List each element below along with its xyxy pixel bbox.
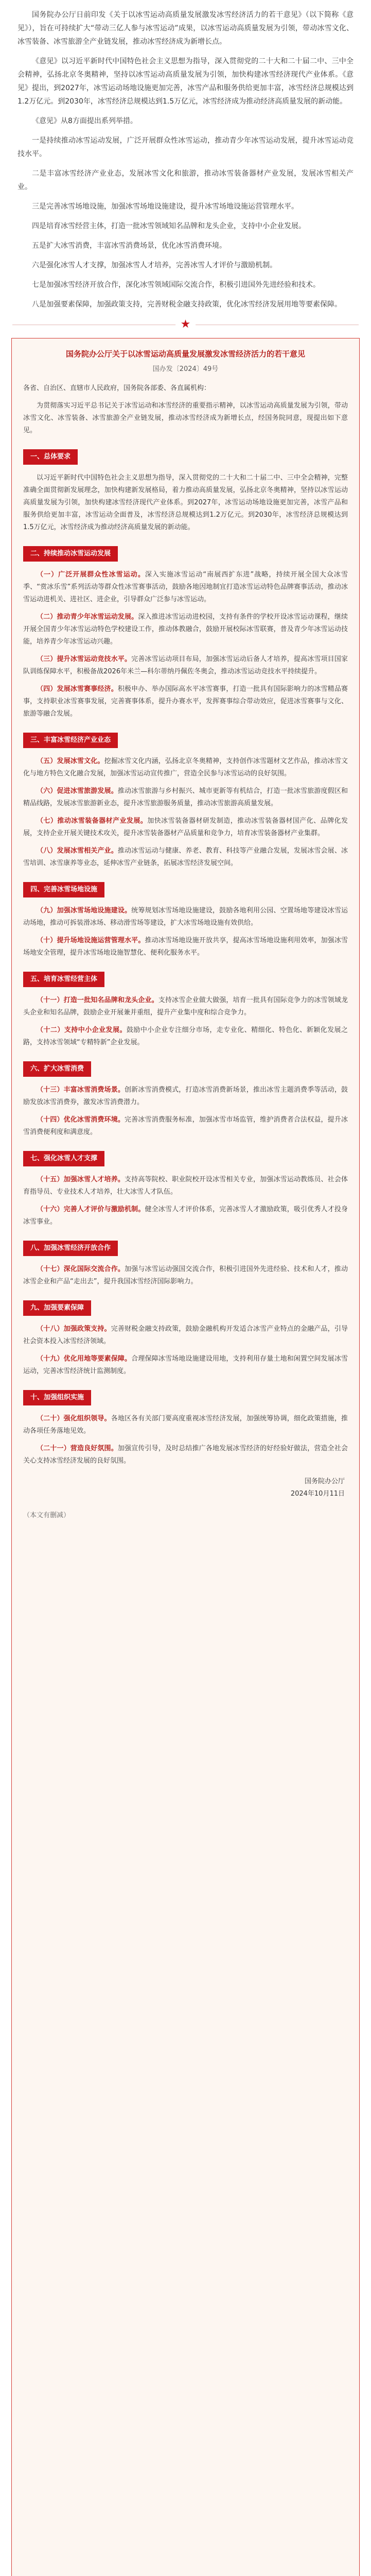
item-title: （二）推动青少年冰雪运动发展。 bbox=[37, 613, 138, 621]
item-title: （三）提升冰雪运动竞技水平。 bbox=[37, 655, 132, 663]
signature-block bbox=[23, 1476, 345, 1500]
list-item bbox=[23, 785, 348, 810]
intro-paragraph: 八是加强要素保障，加强政策支持，完善财税金融支持政策，优化冰雪经济发展用地等要素保障。 bbox=[32, 300, 342, 309]
item-body: 完善财税金融支持政策，鼓励金融机构开发适合冰雪产业特点的金融产品，引导社会资本投入冰雪经济领域。 bbox=[23, 1325, 348, 1345]
item-title: （五）发展冰雪文化。 bbox=[37, 757, 104, 765]
item-title: （十七）深化国际交流合作。 bbox=[37, 1265, 125, 1273]
item-title: （十）提升场地设施运营管理水平。 bbox=[37, 937, 145, 944]
list-item bbox=[23, 1353, 348, 1378]
list-item bbox=[23, 1084, 348, 1109]
item-body: 推动冰雪运动与健康、养老、教育、科技等产业融合发展，发展冰雪会展、冰雪培训、冰雪康养等业态，延伸冰雪产业链条，拓展冰雪经济发展空间。 bbox=[23, 847, 348, 867]
item-body: 支持冰雪企业做大做强，培育一批具有国际竞争力的冰雪领域龙头企业和知名品牌，鼓励企业开展兼并重组，提升产业集中度和综合竞争力。 bbox=[23, 996, 348, 1016]
section-heading: 三、丰富冰雪经济产业业态 bbox=[23, 733, 118, 748]
list-item bbox=[23, 905, 348, 929]
signer: 国务院办公厅 bbox=[304, 1478, 345, 1485]
list-item bbox=[23, 683, 348, 720]
item-title: （四）发展冰雪赛事经济。 bbox=[37, 685, 118, 693]
intro-paragraph: 六是强化冰雪人才支撑，加强冰雪人才培养，完善冰雪人才评价与激励机制。 bbox=[32, 261, 277, 269]
item-title: （十四）优化冰雪消费环境。 bbox=[37, 1116, 125, 1124]
list-item bbox=[23, 1323, 348, 1348]
section-heading: 二、持续推动冰雪运动发展 bbox=[23, 546, 118, 562]
list-item bbox=[23, 845, 348, 870]
item-body: 挖掘冰雪文化内涵，弘扬北京冬奥精神，支持创作冰雪题材文艺作品，推动冰雪文化与地方特色文化融合发展，加强冰雪运动宣传推广，营造全民参与冰雪运动的良好氛围。 bbox=[23, 757, 348, 777]
item-body: 推动冰雪旅游与乡村振兴、城市更新等有机结合，打造一批冰雪旅游度假区和精品线路，发展冰雪旅游新业态，提升冰雪旅游服务质量，推动冰雪旅游高质量发展。 bbox=[23, 787, 348, 807]
section-heading: 七、强化冰雪人才支撑 bbox=[23, 1151, 104, 1166]
item-title: （十三）丰富冰雪消费场景。 bbox=[37, 1086, 125, 1094]
item-title: （六）促进冰雪旅游发展。 bbox=[37, 787, 118, 795]
item-body: 支持高等院校、职业院校开设冰雪相关专业，加强冰雪运动教练员、社会体育指导员、专业技术人才培养，壮大冰雪人才队伍。 bbox=[23, 1176, 348, 1196]
intro-paragraph: 四是培育冰雪经营主体，打造一批冰雪领域知名品牌和龙头企业，支持中小企业发展。 bbox=[32, 222, 306, 230]
list-item bbox=[23, 1263, 348, 1288]
section-heading: 一、总体要求 bbox=[23, 449, 78, 465]
item-title: （十八）加强政策支持。 bbox=[37, 1325, 111, 1333]
list-item bbox=[23, 569, 348, 606]
item-body: 鼓励中小企业专注细分市场，走专业化、精细化、特色化、新颖化发展之路，支持冰雪领域“专精特新”企业发展。 bbox=[23, 1026, 348, 1046]
notice-box bbox=[11, 338, 360, 2576]
intro-paragraph: 三是完善冰雪场地设施，加强冰雪场地设施建设，提升冰雪场地设施运营管理水平。 bbox=[32, 202, 298, 211]
list-item bbox=[23, 935, 348, 959]
issue-date: 2024年10月11日 bbox=[290, 1490, 345, 1498]
section-heading: 五、培育冰雪经营主体 bbox=[23, 972, 104, 987]
list-item bbox=[23, 815, 348, 840]
item-title: （十五）加强冰雪人才培养。 bbox=[37, 1176, 125, 1183]
notice-title: 国务院办公厅关于以冰雪运动高质量发展激发冰雪经济活力的若干意见 bbox=[65, 349, 305, 359]
item-body: 完善冰雪消费服务标准，加强冰雪市场监管，维护消费者合法权益，提升冰雪消费便利度和满意度。 bbox=[23, 1116, 348, 1136]
section-heading: 八、加强冰雪经济开放合作 bbox=[23, 1241, 118, 1256]
item-body: 健全冰雪人才评价体系，完善冰雪人才激励政策，吸引优秀人才投身冰雪事业。 bbox=[23, 1206, 348, 1226]
section-heading: 十、加强组织实施 bbox=[23, 1390, 91, 1405]
intro-paragraph: 七是加强冰雪经济开放合作，深化冰雪领域国际交流合作，积极引进国外先进经验和技术。 bbox=[32, 281, 320, 289]
list-item bbox=[23, 611, 348, 648]
item-title: （一）广泛开展群众性冰雪运动。 bbox=[37, 571, 145, 579]
item-title: （二十一）营造良好氛围。 bbox=[37, 1445, 118, 1452]
item-body: 推动冰雪场地设施开放共享，提高冰雪场地设施利用效率，加强冰雪场地安全管理，提升冰雪场地设施智慧化、便利化服务水平。 bbox=[23, 937, 348, 957]
item-body: 加强与冰雪运动强国交流合作，积极引进国外先进经验、技术和人才，推动冰雪企业和产品“走出去”，提升我国冰雪经济国际影响力。 bbox=[23, 1265, 348, 1285]
section-heading: 九、加强要素保障 bbox=[23, 1300, 91, 1316]
intro-paragraph: 一是持续推动冰雪运动发展，广泛开展群众性冰雪运动，推动青少年冰雪运动发展，提升冰雪运动竞技水平。 bbox=[17, 137, 354, 158]
item-title: （十二）支持中小企业发展。 bbox=[37, 1026, 127, 1034]
intro-paragraph: 五是扩大冰雪消费，丰富冰雪消费场景，优化冰雪消费环境。 bbox=[32, 242, 226, 250]
section-heading: 四、完善冰雪场地设施 bbox=[23, 882, 104, 897]
item-title: （八）发展冰雪相关产业。 bbox=[37, 847, 118, 855]
list-item bbox=[23, 1413, 348, 1437]
list-item bbox=[23, 1204, 348, 1228]
item-body: 深入实施冰雪运动“南展西扩东进”战略，持续开展全国大众冰雪季、“赏冰乐雪”系列活动等群众性冰雪赛事活动，鼓励各地因地制宜打造冰雪运动特色品牌赛事活动，推动冰雪运动进机关、进社区、进企业，引导群众广泛参与冰雪运动。 bbox=[23, 571, 348, 603]
notice-body bbox=[12, 382, 359, 1522]
item-title: （七）推动冰雪装备器材产业发展。 bbox=[37, 817, 148, 825]
intro-paragraph: 国务院办公厅日前印发《关于以冰雪运动高质量发展激发冰雪经济活力的若干意见》（以下简称《意见》），旨在可持续扩大“带动三亿人参与冰雪运动”成果，以冰雪运动高质量发展为引领，带动冰雪文化、冰雪装备、冰雪旅游全产业链发展，推动冰雪经济成为新增长点。 bbox=[17, 11, 354, 46]
item-title: （九）加强冰雪场地设施建设。 bbox=[37, 907, 132, 914]
item-body: 加强宣传引导，及时总结推广各地发展冰雪经济的好经验好做法，营造全社会关心支持冰雪经济发展的良好氛围。 bbox=[23, 1445, 348, 1465]
item-body: 统筹规划冰雪场地设施建设，鼓励各地利用公园、空置场地等建设冰雪运动场地，推动可拆装滑冰场、移动滑雪场等建设，扩大冰雪场地设施有效供给。 bbox=[23, 907, 348, 927]
item-title: （十九）优化用地等要素保障。 bbox=[37, 1355, 132, 1363]
item-title: （十六）完善人才评价与激励机制。 bbox=[37, 1206, 145, 1213]
item-body: 深入推进冰雪运动进校园，支持有条件的学校开设冰雪运动课程，继续开展全国青少年冰雪运动特色学校建设工作，推动体教融合，鼓励开展校际冰雪联赛，普及青少年冰雪运动技能，培养青少年冰雪运动兴趣。 bbox=[23, 613, 348, 646]
notice-preamble: 为贯彻落实习近平总书记关于冰雪运动和冰雪经济的重要指示精神，以冰雪运动高质量发展为引领，带动冰雪文化、冰雪装备、冰雪旅游全产业链发展，推动冰雪经济成为新增长点，经国务院同意，现提出如下意见。 bbox=[23, 402, 348, 434]
item-title: （二十）强化组织领导。 bbox=[37, 1415, 111, 1422]
section-heading: 六、扩大冰雪消费 bbox=[23, 1061, 91, 1077]
notice-doc-number: 国办发〔2024〕49号 bbox=[152, 365, 219, 373]
list-item bbox=[23, 1174, 348, 1198]
section-paragraph: 以习近平新时代中国特色社会主义思想为指导，深入贯彻党的二十大和二十届二中、三中全会精神，完整准确全面贯彻新发展理念，加快构建新发展格局，着力推动高质量发展，弘扬北京冬奥精神，坚持以冰雪运动高质量发展为引领，加快构建冰雪经济现代产业体系。到2027年，冰雪运动场地设施更加完善，冰雪产品和服务供给更加丰富，冰雪运动全面普及，冰雪经济总规模达到1.2万亿元。到2030年，冰雪经济总规模达到1.5万亿元，冰雪经济成为推动经济高质量发展的新动能。 bbox=[23, 474, 348, 531]
abridged-note: （本文有删减） bbox=[23, 1512, 70, 1519]
intro-section bbox=[0, 0, 371, 311]
star-divider bbox=[12, 317, 359, 333]
intro-paragraph: 《意见》以习近平新时代中国特色社会主义思想为指导，深入贯彻党的二十大和二十届二中、三中全会精神，弘扬北京冬奥精神，坚持以冰雪运动高质量发展为引领，加快构建冰雪经济现代产业体系。《意见》提出，到2027年，冰雪运动场地设施更加完善，冰雪产品和服务供给更加丰富，冰雪经济总规模达到1.2万亿元。到2030年，冰雪经济总规模达到1.5万亿元，冰雪经济成为推动经济高质量发展的新动能。 bbox=[17, 57, 354, 106]
list-item bbox=[23, 653, 348, 678]
list-item bbox=[23, 755, 348, 780]
list-item bbox=[23, 994, 348, 1019]
item-body: 积极申办、举办国际高水平冰雪赛事，打造一批具有国际影响力的冰雪精品赛事，支持职业冰雪赛事发展，完善赛事体系，提升办赛水平，发挥赛事综合带动效应，促进冰雪赛事与文化、旅游等融合发展。 bbox=[23, 685, 348, 718]
item-body: 合理保障冰雪场地设施建设用地，支持利用存量土地和闲置空间发展冰雪运动，完善冰雪经济统计监测制度。 bbox=[23, 1355, 348, 1375]
notice-salutation: 各省、自治区、直辖市人民政府，国务院各部委、各直属机构： bbox=[23, 384, 211, 392]
item-body: 创新冰雪消费模式，打造冰雪消费新场景，推出冰雪主题消费季等活动，鼓励发放冰雪消费券，激发冰雪消费潜力。 bbox=[23, 1086, 348, 1106]
item-body: 各地区各有关部门要高度重视冰雪经济发展，加强统筹协调，细化政策措施，推动各项任务落地见效。 bbox=[23, 1415, 348, 1435]
item-body: 完善冰雪运动项目布局，加强冰雪运动后备人才培养，提高冰雪项目国家队训练保障水平，积极备战2026年米兰—科尔蒂纳丹佩佐冬奥会，推动冰雪运动竞技水平持续提升。 bbox=[23, 655, 348, 675]
star-icon: ★ bbox=[175, 317, 196, 332]
intro-paragraph: 二是丰富冰雪经济产业业态，发展冰雪文化和旅游，推动冰雪装备器材产业发展，发展冰雪相关产业。 bbox=[17, 170, 354, 191]
list-item bbox=[23, 1114, 348, 1139]
list-item bbox=[23, 1024, 348, 1049]
intro-paragraph: 《意见》从8方面提出系列举措。 bbox=[32, 117, 137, 125]
item-title: （十一）打造一批知名品牌和龙头企业。 bbox=[37, 996, 158, 1004]
item-body: 加快冰雪装备器材研发制造，推动冰雪装备器材国产化、品牌化发展，支持企业开展关键技术攻关，提升冰雪装备器材产品质量和竞争力，培育冰雪装备器材产业集群。 bbox=[23, 817, 348, 837]
list-item bbox=[23, 1443, 348, 1467]
